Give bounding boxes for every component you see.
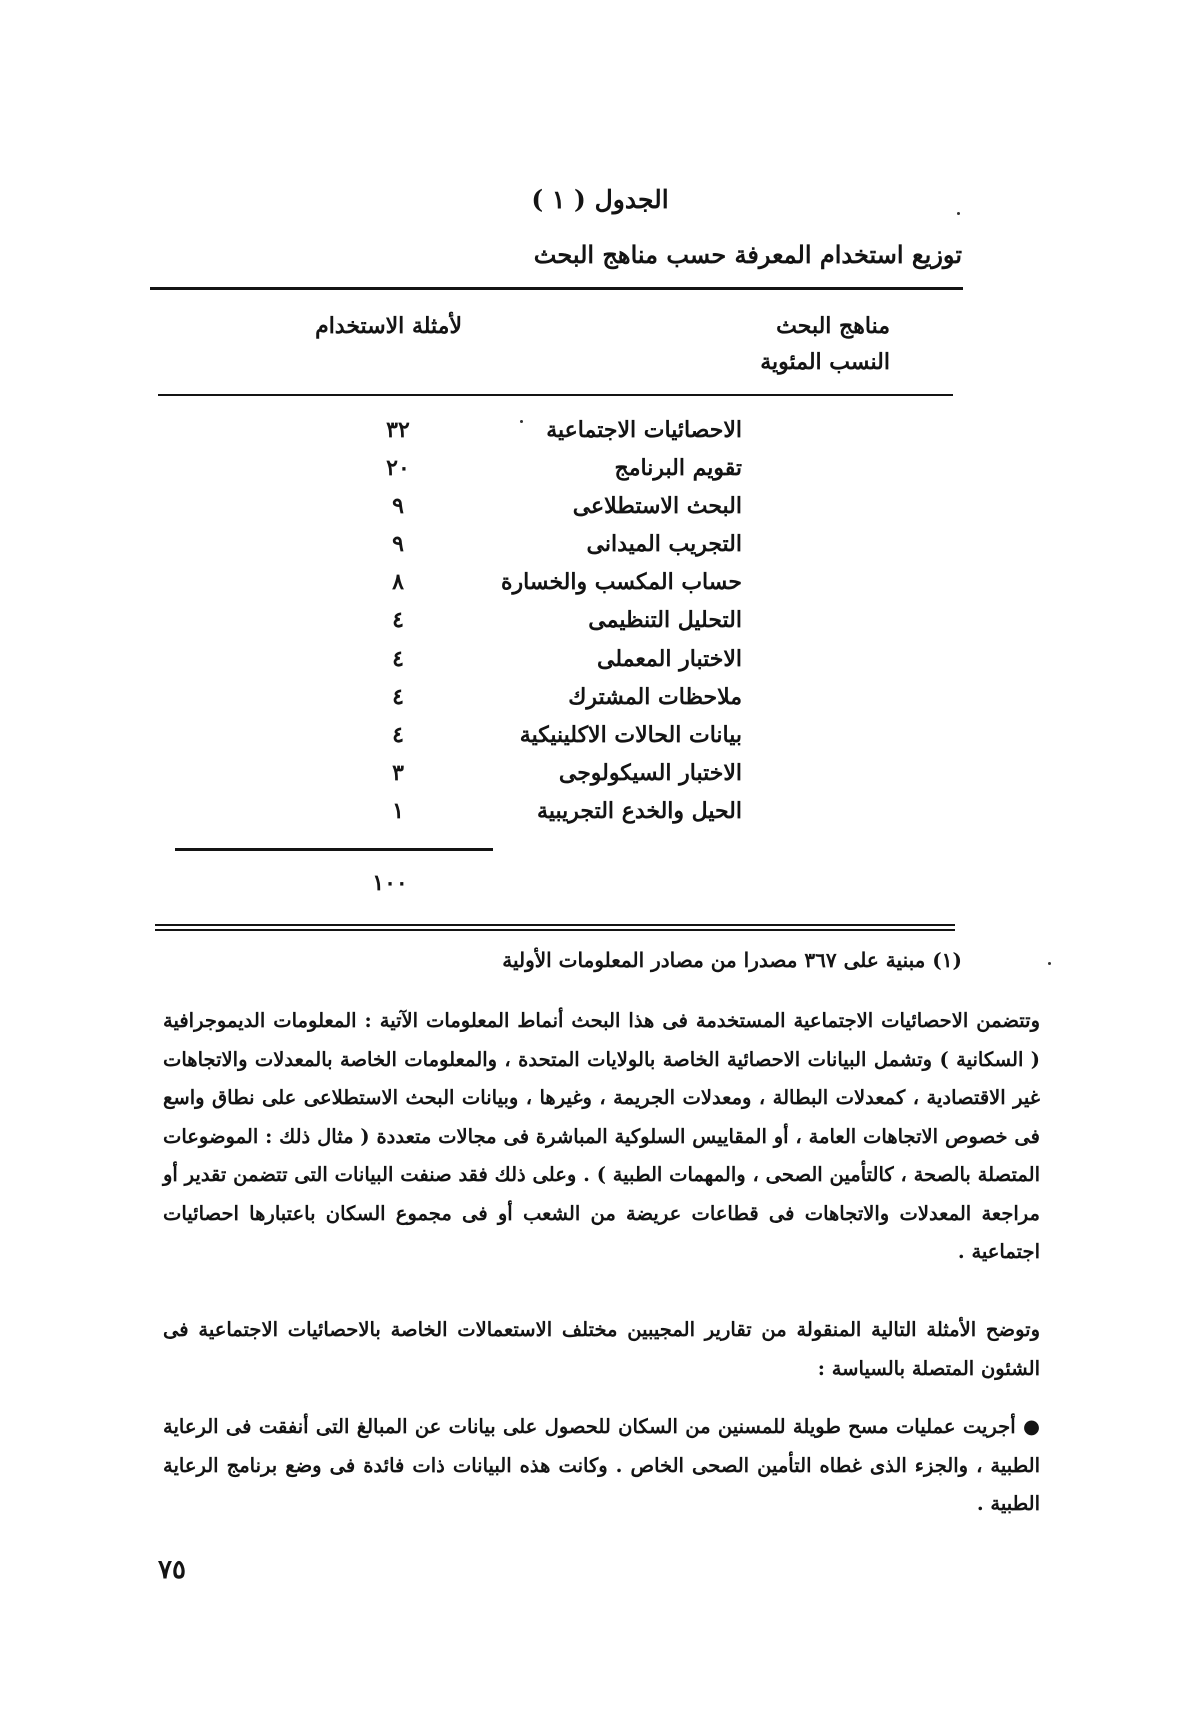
total-rule — [175, 848, 493, 851]
scan-speck — [957, 212, 960, 215]
row-percentage-value: ٣٢ — [386, 417, 410, 443]
page-number: ٧٥ — [158, 1555, 186, 1585]
row-percentage-value: ٩ — [392, 493, 404, 520]
header-usage-examples: لأمثلة الاستخدام — [315, 313, 462, 339]
row-method-label: ملاحظات المشترك — [568, 683, 742, 710]
table-row — [150, 718, 1050, 756]
row-percentage-value: ١ — [392, 797, 404, 824]
table-title: توزيع استخدام المعرفة حسب مناهج البحث — [533, 240, 962, 269]
row-method-label: الاختبار المعملى — [596, 645, 742, 672]
row-method-label: الاحصائيات الاجتماعية — [546, 417, 742, 443]
row-percentage-value: ٤ — [392, 683, 404, 710]
row-percentage-value: ٨ — [392, 569, 404, 596]
table-row — [150, 756, 1050, 794]
table-total: ١٠٠ — [372, 870, 408, 896]
row-method-label: حساب المكسب والخسارة — [501, 569, 742, 596]
body-paragraph-3: ● أجريت عمليات مسح طويلة للمسنين من السكان للحصول على بيانات عن المبالغ التى أنفقت فى الرعاية الطبية ، والجزء الذى غطاه التأمين الصحى الخاص . وكانت هذه البيانات ذات فائدة فى وضع برنامج الرعاية الطبية . — [163, 1415, 1040, 1515]
header-col1-line1: مناهج البحث — [776, 313, 890, 339]
row-method-label: تقويم البرنامج — [614, 455, 742, 482]
table-number: الجدول ( ١ ) — [531, 185, 669, 214]
row-method-label: البحث الاستطلاعى — [572, 493, 742, 520]
header-col1-line2: النسب المئوية — [760, 349, 890, 375]
row-percentage-value: ٤ — [392, 721, 404, 748]
row-percentage-value: ٢٠ — [386, 455, 410, 482]
body-paragraph-2: وتوضح الأمثلة التالية المنقولة من تقارير المجيبين مختلف الاستعمالات الخاصة بالاحصائيات الاجتماعية فى الشئون المتصلة بالسياسة : — [163, 1318, 1040, 1380]
row-percentage-value: ٩ — [392, 531, 404, 558]
table-row — [150, 489, 1050, 527]
row-method-label: التحليل التنظيمى — [588, 607, 742, 634]
table-bottom-rule-1 — [155, 924, 955, 926]
table-footnote: (١) مبنية على ٣٦٧ مصدرا من مصادر المعلومات الأولية — [502, 948, 962, 972]
table-row — [150, 451, 1050, 489]
table-row — [150, 413, 1050, 451]
row-method-label: بيانات الحالات الاكلينيكية — [519, 721, 742, 748]
row-method-label: الاختبار السيكولوجى — [558, 759, 742, 786]
table-row — [150, 603, 1050, 641]
table-row — [150, 642, 1050, 680]
row-method-label: التجريب الميدانى — [586, 531, 742, 558]
body-paragraph-1: وتتضمن الاحصائيات الاجتماعية المستخدمة فى هذا البحث أنماط المعلومات الآتية : المعلومات الديموجرافية ( السكانية ) وتشمل البيانات الاحصائية الخاصة بالولايات المتحدة ، والمعلومات الخاصة بالمعدلات والاتجاهات غير الاقتصادية ، كمعدلات البطالة ، ومعدلات الجريمة ، وغيرها ، وبيانات البحث الاستطلاعى على نطاق واسع فى خصوص الاتجاهات العامة ، أو المقاييس السلوكية المباشرة فى مجالات متعددة ( مثال ذلك : الموضوعات المتصلة بالصحة ، كالتأمين الصحى ، والمهمات الطبية ) . وعلى ذلك فقد صنفت البيانات التى تتضمن تقدير أو مراجعة المعدلات والاتجاهات فى قطاعات عريضة من الشعب أو فى مجموع السكان باعتبارها احصائيات اجتماعية . — [163, 1009, 1040, 1263]
table-body — [150, 413, 1050, 832]
table-bottom-rule-2 — [155, 929, 955, 931]
row-percentage-value: ٣ — [392, 759, 404, 786]
table-top-rule — [150, 287, 963, 290]
row-percentage-value: ٤ — [392, 645, 404, 672]
header-bottom-rule — [158, 394, 953, 396]
scan-speck — [1048, 962, 1051, 965]
table-row — [150, 794, 1050, 832]
scan-speck — [520, 420, 523, 423]
table-row — [150, 565, 1050, 603]
table-row — [150, 680, 1050, 718]
row-method-label: الحيل والخدع التجريبية — [537, 797, 742, 824]
table-row — [150, 527, 1050, 565]
row-percentage-value: ٤ — [392, 607, 404, 634]
header-research-methods — [590, 308, 890, 380]
